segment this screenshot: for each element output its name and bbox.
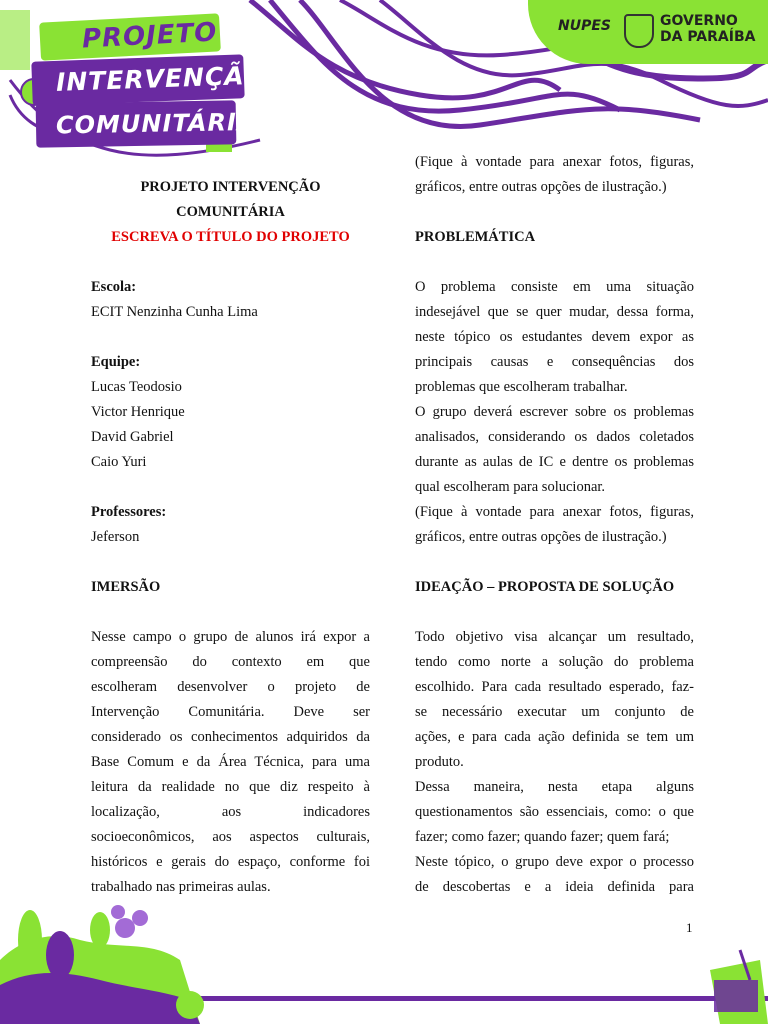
header-title-projeto: PROJETO: [39, 13, 221, 60]
team-member: David Gabriel: [91, 429, 174, 445]
left-column: [91, 150, 370, 900]
problem-text-line: problemas que escolheram trabalhar.: [415, 379, 628, 395]
problem-text-line: principais causas e consequências dos: [415, 354, 694, 370]
school-label: Escola:: [91, 279, 137, 295]
ideation-text-line: de descobertas e a ideia definida para: [415, 879, 694, 895]
immersion-text-line: localização, aos indicadores: [91, 804, 370, 820]
problem-text-line: analisados, considerando os dados coletados: [415, 429, 694, 445]
ideation-text-line: produto.: [415, 754, 464, 770]
ideation-text-line: ações, e para cada ação definida se tem um: [415, 729, 694, 745]
immersion-heading: IMERSÃO: [91, 579, 161, 595]
ideation-heading: IDEAÇÃO – PROPOSTA DE SOLUÇÃO: [415, 579, 675, 595]
project-title-placeholder: ESCREVA O TÍTULO DO PROJETO: [111, 229, 350, 245]
problem-text-line: qual escolheram para solucionar.: [415, 479, 606, 495]
problem-text-line: indesejável que se quer mudar, dessa forma,: [415, 304, 694, 320]
problem-text-line: neste tópico os estudantes devem expor as: [415, 329, 694, 345]
immersion-text-line: Nesse campo o grupo de alunos irá expor a: [91, 629, 370, 645]
header-title-comunitaria: COMUNITÁRIA: [36, 100, 237, 147]
immersion-text-line: socioeconômicos, aos aspectos culturais,: [91, 829, 370, 845]
ideation-text-line: Todo objetivo visa alcançar um resultado,: [415, 629, 694, 645]
nupes-logo: NUPES: [558, 18, 611, 34]
immersion-text-line: trabalhado nas primeiras aulas.: [91, 879, 271, 895]
government-logo-block: [528, 0, 768, 64]
school-value: ECIT Nenzinha Cunha Lima: [91, 304, 258, 320]
team-member: Victor Henrique: [91, 404, 185, 420]
right-column: [415, 150, 694, 900]
problem-text-line: (Fique à vontade para anexar fotos, figuras,: [415, 504, 694, 520]
illustration-note-line: (Fique à vontade para anexar fotos, figuras,: [415, 154, 694, 170]
team-member: Caio Yuri: [91, 454, 147, 470]
ideation-text-line: se necessário executar um conjunto de: [415, 704, 694, 720]
government-name: GOVERNO DA PARAÍBA: [660, 13, 756, 45]
header-title-intervencao: INTERVENÇÃO: [31, 54, 244, 105]
immersion-text-line: considerado os conhecimentos adquiridos da: [91, 729, 370, 745]
ideation-text-line: Dessa maneira, nesta etapa alguns: [415, 779, 694, 795]
immersion-text-line: leitura da realidade no que diz respeito à: [91, 779, 370, 795]
ideation-text-line: questionamentos são essenciais, como: o que: [415, 804, 694, 820]
illustration-note-line: gráficos, entre outras opções de ilustração.): [415, 179, 667, 195]
page-number: 1: [686, 920, 693, 935]
ideation-text-line: Neste tópico, o grupo deve expor o processo: [415, 854, 694, 870]
paraiba-seal-icon: [624, 14, 654, 48]
team-label: Equipe:: [91, 354, 141, 370]
problem-text-line: gráficos, entre outras opções de ilustração.): [415, 529, 667, 545]
problem-text-line: durante as aulas de IC e dentre os problemas: [415, 454, 694, 470]
problem-heading: PROBLEMÁTICA: [415, 229, 536, 245]
immersion-text-line: Base Comum e da Área Técnica, para uma: [91, 754, 370, 770]
immersion-text-line: Intervenção Comunitária. Deve ser: [91, 704, 370, 720]
footer-plant-decoration: [0, 900, 768, 1024]
document-title-line1: PROJETO INTERVENÇÃO: [140, 179, 321, 195]
document-title-line2: COMUNITÁRIA: [176, 204, 285, 220]
ideation-text-line: tendo como norte a solução do problema: [415, 654, 694, 670]
problem-text-line: O problema consiste em uma situação: [415, 279, 694, 295]
immersion-text-line: escolheram desenvolver o projeto de: [91, 679, 370, 695]
immersion-text-line: históricos e gerais do espaço, conforme foi: [91, 854, 370, 870]
ideation-text-line: fazer; como fazer; quando fazer; quem fará;: [415, 829, 670, 845]
teachers-value: Jeferson: [91, 529, 140, 545]
ideation-text-line: escolhido. Para cada resultado esperado, faz-: [415, 679, 694, 695]
team-member: Lucas Teodosio: [91, 379, 182, 395]
problem-text-line: O grupo deverá escrever sobre os problemas: [415, 404, 694, 420]
teachers-label: Professores:: [91, 504, 167, 520]
immersion-text-line: compreensão do contexto em que: [91, 654, 370, 670]
